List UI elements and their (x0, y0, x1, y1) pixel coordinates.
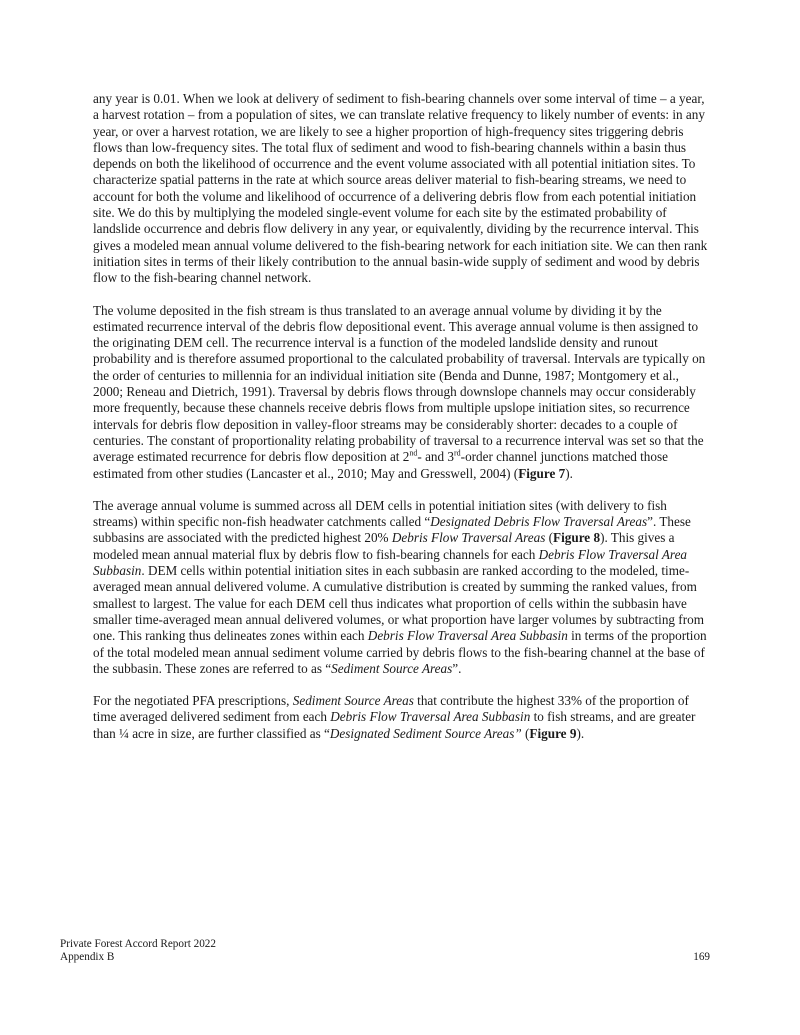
superscript-ordinal: nd (409, 448, 418, 458)
paragraph-text: ). (576, 725, 585, 741)
page-number: 169 (693, 951, 710, 963)
paragraph-text: ( (545, 530, 554, 546)
superscript-ordinal: rd (454, 448, 461, 458)
paragraph-text: ”. (452, 660, 462, 676)
figure-reference-7: Figure 7 (518, 465, 566, 481)
paragraph-text: ( (521, 725, 530, 741)
defined-term: Debris Flow Traversal Area Subbasin (367, 628, 568, 644)
defined-term: Sediment Source Areas (292, 693, 414, 709)
defined-term: Designated Sediment Source Areas” (329, 725, 522, 741)
paragraph-text: any year is 0.01. When we look at delivery of sediment to fish-bearing channels over some interval of time – a year, a harvest rotation – from a population of sites, we can translate relative frequency to likely number of events: in any year, or over a harvest rotation, we are likely to see a higher proportion of high-frequency sites triggering debris flows than low-frequency sites. The total flux of sediment and wood to fish-bearing channels within a basin thus depends on both the likelihood of occurrence and the event volume associated with all potential initiation sites. To characterize spatial patterns in the rate at which source areas deliver material to fish-bearing streams, we need to account for both the volume and likelihood of occurrence of a delivering debris flow from each potential initiation site. We do this by multiplying the modeled single-event volume for each site by the estimated probability of landslide occurrence and debris flow delivery in any year, or equivalently, dividing by the recurrence interval. This gives a modeled mean annual volume delivered to the fish-bearing network for each initiation site. We can then rank initiation sites in terms of their likely contribution to the annual basin-wide supply of sediment and wood by debris flow to the fish-bearing channel network. (93, 91, 708, 286)
defined-term: Debris Flow Traversal Areas (391, 530, 546, 546)
paragraph-text: For the negotiated PFA prescriptions, (93, 693, 293, 709)
paragraph-text: ). (565, 465, 573, 481)
paragraph-text: The volume deposited in the fish stream is thus translated to an average annual volume by dividing it by the estimated recurrence interval of the debris flow depositional event. This average annual volume is then assigned to the originating DEM cell. The recurrence interval is a function of the modeled landslide density and runout probability and is therefore assumed proportional to the calculated probability of traversal. Intervals are typically on the order of centuries to millennia for an individual initiation site (Benda and Dunne, 1987; Montgomery et al., 2000; Reneau and Dietrich, 1991). Traversal by debris flows through downslope channels may occur considerably more frequently, because these channels receive debris flows from multiple upslope initiation sites, so recurrence intervals for debris flow deposition in valley-floor streams may be considerably shorter: decades to a couple of centuries. The constant of proportionality relating probability of traversal to a recurrence interval was set so that the average estimated recurrence for debris flow deposition at 2 (93, 302, 706, 465)
paragraph-text: ). This gives a modeled mean annual material flux by debris flow to fish-bearing channels for each (93, 530, 675, 562)
paragraph-text: that contribute the highest 33% of the proportion of time averaged delivered sediment from each (93, 693, 689, 725)
paragraph-subbasin-ranking (93, 498, 711, 677)
body-text (93, 91, 711, 742)
paragraph-text: . DEM cells within potential initiation sites in each subbasin are ranked according to the modeled, time-averaged mean annual delivered volume. A cumulative distribution is created by summing the ranked values, from smallest to largest. The value for each DEM cell thus indicates what proportion of cells within the subbasin have smaller time-averaged mean annual delivered volumes, or what proportion have larger volumes by subtracting from one. This ranking thus delineates zones within each (93, 563, 704, 644)
defined-term: Sediment Source Areas (331, 660, 453, 676)
paragraph-text: - and 3 (417, 449, 454, 465)
figure-reference-8: Figure 8 (553, 530, 601, 546)
paragraph-text: -order channel junctions matched those estimated from other studies (Lancaster et al., 2010; May and Gresswell, 2004) ( (93, 449, 668, 481)
paragraph-text: ”. These subbasins are associated with the predicted highest 20% (93, 514, 691, 546)
figure-reference-9: Figure 9 (529, 725, 577, 741)
paragraph-annual-volume (93, 303, 711, 482)
paragraph-text: in terms of the proportion of the total modeled mean annual sediment volume carried by debris flows to the fish-bearing channel at the base of the subbasin. These zones are referred to as “ (93, 628, 707, 676)
defined-term: Debris Flow Traversal Area Subbasin (93, 546, 688, 579)
defined-term: Designated Debris Flow Traversal Areas (430, 514, 648, 530)
footer-appendix-label: Appendix B (60, 951, 115, 963)
defined-term: Debris Flow Traversal Area Subbasin (330, 709, 531, 725)
paragraph-pfa-prescriptions (93, 693, 711, 742)
footer-report-title: Private Forest Accord Report 2022 (60, 938, 216, 950)
paragraph-recurrence-frequency (93, 91, 711, 287)
paragraph-text: to fish streams, and are greater than ¼ acre in size, are further classified as “ (93, 709, 696, 741)
page-footer (60, 938, 710, 964)
paragraph-text: The average annual volume is summed across all DEM cells in potential initiation sites (with delivery to fish streams) within specific non-fish headwater catchments called “ (93, 497, 667, 530)
